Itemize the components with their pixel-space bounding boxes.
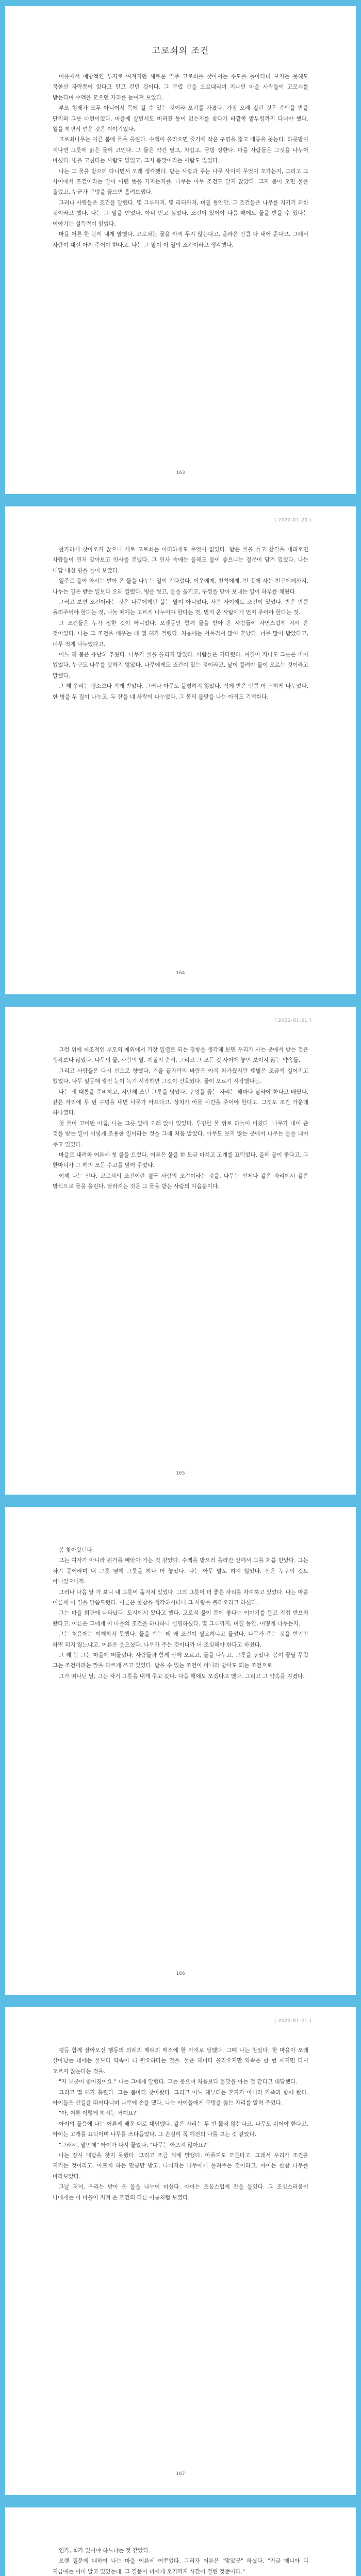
document-page <box>5 6 356 494</box>
document-page <box>5 2007 356 2495</box>
page-body <box>5 1007 356 1192</box>
page-body <box>5 506 356 702</box>
paragraph: 그가 떠나던 날, 그는 자기 그릇을 내게 주고 갔다. 다음 해에도 오겠다고 했다. 그리고 그 약속을 지켰다. <box>59 1673 305 1680</box>
paragraph: 그는 여자가 아니라 뭔가를 빼앗아 가는 것 같았다. 수액을 받으러 올라간 산에서 그를 처음 만났다. 그는 자기 몫이라며 내 그릇 옆에 그릇을 하나 더 놓았다. 나는 아무 말도 하지 않았다. 산은 누구의 것도 아니었으니까. <box>53 1557 308 1585</box>
paragraph: "저 부곳이 좋아졌어요." 나는 그에게 말했다. 그는 웃으며 처음보다 물맛을 아는 것 같다고 대답했다. <box>59 2079 298 2086</box>
paragraph: 인가, 회가 있어야 하느냐는 것 같았다. <box>59 2548 151 2554</box>
paragraph: 첫 물이 고이던 아침, 나는 그릇 앞에 오래 앉아 있었다. 투명한 물 위로 하늘이 비쳤다. 나무가 내어 준 것을 받는 일이 이렇게 조용한 일이라는 것을 그때 처음 알았다. 아무도 보지 않는 곳에서 나무는 물을 내어 주고 있었다. <box>53 1120 308 1148</box>
paragraph: 부모 형제가 모두 아니어서 목에 걸 수 있는 것이라 오기를 가졌다. 가장 오래 걸린 것은 수액을 받을 단지와 그릇 마련이었다. 마을에 살면서도 버려진 통이 없는지를 찾다가 바깥쪽 밭두렁까지 다녀야 했다. 일을 하면서 얻은 것은 이야기였다. <box>53 105 308 133</box>
paragraph: 이제 나는 안다. 고로쇠의 조건이란 결국 사람의 조건이라는 것을. 나무는 언제나 같은 자리에서 같은 방식으로 물을 올린다. 달라지는 것은 그 물을 받는 사람의 마음뿐이다. <box>53 1173 308 1190</box>
page-body <box>5 2007 356 2203</box>
page-body <box>5 2507 356 2576</box>
paragraph: 그 해 우리는 평소보다 적게 받았다. 그러나 아무도 불평하지 않았다. 적게 받은 만큼 더 귀하게 나누었다. 한 병을 두 집이 나누고, 두 잔을 네 사람이 나누었다. 그 봄의 물맛을 나는 아직도 기억한다. <box>53 683 308 700</box>
paragraph: 나는 그 물을 받으러 다니면서 오래 생각했다. 받는 사람과 주는 나무 사이에 무엇이 오가는지, 그리고 그 사이에서 조건이라는 말이 어떤 뜻을 가지는지를. 나무는 아무 조건도 달지 않았다. 그저 봄이 오면 물을 올렸고, 누군가 구멍을 뚫으면 흘려보냈다. <box>53 168 308 196</box>
paragraph: 나는 새 대롱을 준비하고, 지난해 쓰던 그릇을 닦았다. 구멍을 뚫는 자리는 해마다 달라야 한다고 배웠다. 같은 자리에 두 번 구멍을 내면 나무가 아프다고. 상처가 아물 시간을 주어야 한다고. 그것도 조건 가운데 하나였다. <box>53 1089 308 1116</box>
paragraph: 봄 찾아왔던다. <box>59 1547 94 1553</box>
page-header-code: ( 2022-01-20 ) <box>274 518 311 523</box>
paragraph: 이유에서 예방적인 투자로 여겨지던 새로운 일주 고로쇠를 찾아서는 수도를 돌아다녀 보지는 못해도 북한산 자락쯤이 있다고 믿고 걷던 것이다. 그 무렵 산을 오르내리며 지나던 마을 사람들이 고로쇠를 받는다며 수액을 모으던 자리를 눈여겨 보았다. <box>53 74 308 101</box>
paragraph: 그날 저녁, 우리는 받아 온 물을 나누어 마셨다. 아이는 조심스럽게 잔을 들었다. 그 조심스러움이 나에게는 이 마을이 지켜 온 조건의 다른 이름처럼 보였다. <box>53 2184 308 2201</box>
paragraph: 그러고 보면 조건이라는 것은 나무에게만 붙는 말이 아니었다. 사람 사이에도 조건이 있었다. 받은 만큼 돌려주어야 한다는 것, 나눌 때에는 고르게 나누어야 한다는 것, 먼저 온 사람에게 먼저 주어야 한다는 것. <box>53 599 308 616</box>
document-page <box>5 506 356 994</box>
paragraph: 마을 어른 한 분이 내게 말했다. 고로쇠는 물을 아껴 두지 않는다고. 올라온 만큼 다 내어 준다고. 그래서 사람이 대신 아껴 주어야 한다고. 나는 그 말이 이 일의 조건이라고 생각했다. <box>53 231 308 248</box>
paragraph: 그러나 다음 날 가 보니 내 그릇이 옮겨져 있었다. 그의 그릇이 더 좋은 자리를 차지하고 있었다. 나는 마을 어른께 이 일을 말씀드렸다. 어른은 한참을 생각하시더니 그 사람을 불러오라고 하셨다. <box>53 1589 308 1606</box>
paragraph: 그 조건들은 누가 정한 것이 아니었다. 오랫동안 함께 물을 받아 온 사람들이 자연스럽게 지켜 온 것이었다. 나는 그 조건을 배우는 데 몇 해가 걸렸다. 처음에는 서툴러서 많이 혼났다. 너무 많이 받았다고, 너무 적게 나누었다고. <box>53 620 308 648</box>
paragraph: 그 해 봄 그는 마을에 머물렀다. 사람들과 함께 산에 오르고, 물을 나누고, 그릇을 닦았다. 봄이 끝날 무렵 그는 조건이라는 말을 다르게 쓰고 있었다. 받을 수 있는 조건이 아니라 받아도 되는 조건으로. <box>53 1652 308 1669</box>
paragraph: 나는 잠시 대답을 찾지 못했다. 그리고 조금 뒤에 말했다. 아플지도 모른다고. 그래서 우리가 조건을 지키는 것이라고. 아프게 하는 만큼만 받고, 나머지는 나무에게 돌려주는 것이라고. 아이는 한참 나무를 바라보았다. <box>53 2153 308 2180</box>
paragraph: "아, 어른 이렇게 하시는 거예요?" <box>59 2110 139 2117</box>
paragraph: "그래서, 말인데" 아이가 다시 물었다. "나무는 아프지 않아요?" <box>59 2142 209 2148</box>
page-header-code: ( 2022-01-21 ) <box>274 2019 311 2024</box>
paragraph: 마을로 내려와 어른께 첫 물을 드렸다. 어른은 물을 한 모금 마시고 고개를 끄덕였다. 올해 물이 좋다고. 그 한마디가 그 해의 모든 수고를 덮어 주었다. <box>53 1152 308 1169</box>
page-number: 166 <box>176 1971 185 1976</box>
paragraph: 한가하게 찾아오지 않으니 새로 고로쇠는 어떠하게도 무엇이 없었다. 받은 물을 들고 산길을 내려오면 사람들이 먼저 알아보고 인사를 건넸다. 그 인사 속에는 올해도 물이 좋으냐는 질문이 담겨 있었다. 나는 대답 대신 병을 들어 보였다. <box>53 547 308 574</box>
page-number: 165 <box>176 1471 185 1476</box>
page-number: 164 <box>176 971 185 976</box>
page-stack <box>5 6 356 2576</box>
paragraph: 그러나 사람들은 조건을 말했다. 몇 그루까지, 몇 리터까지, 며칠 동안만. 그 조건들은 나무를 지키기 위한 것이라고 했다. 나는 그 말을 믿었다. 아니 믿고 싶었다. 조건이 있어야 다음 해에도 물을 받을 수 있다는 이야기는 설득력이 있었다. <box>53 199 308 227</box>
document-page <box>5 1007 356 1495</box>
paragraph: 오랜 질문에 대하여 나는 마을 어른께 여쭈었다. 그러자 어른은 "맞았군" 하셨다. "지금 매니아 디 지금에는 이미 알고 있었는데, 그 질문이 너에게 오기까지 시간이 걸린 것뿐이다." <box>53 2558 308 2575</box>
paragraph: 그는 처음에는 이해하지 못했다. 물을 받는 데 왜 조건이 필요하냐고 물었다. 나무가 주는 것을 받기만 하면 되지 않느냐고. 어른은 웃으셨다. 나무가 주는 것이니까 더 조심해야 한다고 하셨다. <box>53 1631 308 1648</box>
page-body <box>5 56 356 250</box>
page-body <box>5 1507 356 1682</box>
paragraph: 그리고 몇 해가 흘렀다. 그는 봄마다 찾아왔다. 그리고 어느 해부터는 혼자가 아니라 가족과 함께 왔다. 아이들은 산길을 뛰어다니며 나무에 손을 댔다. 나는 아이들에게 구멍을 뚫는 자리를 알려 주었다. <box>53 2089 308 2107</box>
paragraph: 일주로 돌아 와서는 받아 온 물을 나누는 일이 기다렸다. 이웃에게, 친척에게, 먼 곳에 사는 친구에게까지. 나누는 일은 받는 일보다 오래 걸렸다. 병을 씻고, 물을 옮기고, 뚜껑을 닫아 보내는 일이 하루를 채웠다. <box>53 578 308 595</box>
document-page <box>5 2507 356 2576</box>
paragraph: 어느 해 봄은 유난히 추웠다. 나무가 물을 올리지 않았다. 사람들은 기다렸다. 며칠이 지나도 그릇은 비어 있었다. 누구도 나무를 탓하지 않았다. 나무에게도 조건이 있는 것이라고, 날이 풀려야 물이 오르는 것이라고 말했다. <box>53 652 308 679</box>
document-page <box>5 1507 356 1995</box>
paragraph: 그는 마을 회관에 나타났다. 도시에서 왔다고 했다. 고로쇠 물이 몸에 좋다는 이야기를 듣고 직접 받으러 왔다고. 어른은 그에게 이 마을의 조건을 하나하나 설명하셨다. 몇 그루까지, 며칠 동안, 어떻게 나누는지. <box>53 1610 308 1627</box>
page-number: 167 <box>176 2471 185 2477</box>
paragraph: 그리고 사람들은 다시 산으로 향했다. 겨울 끝자락의 바람은 아직 차가웠지만 햇볕은 조금씩 길어지고 있었다. 나무 밑동에 쌓인 눈이 녹기 시작하면 그것이 신호였다. 물이 오르기 시작했다는. <box>53 1067 308 1085</box>
paragraph: 아이의 물음에 나는 어른께 배운 대로 대답했다. 같은 자리는 두 번 뚫지 않는다고. 나무도 쉬어야 한다고. 아이는 고개를 끄덕이며 나무를 쓰다듬었다. 그 손길이 꼭 예전의 나를 보는 것 같았다. <box>53 2121 308 2138</box>
paragraph: 고로쇠나무는 이른 봄에 물을 올린다. 수액이 올라오면 줄기에 작은 구멍을 뚫고 대롱을 꽂는다. 하룻밤이 지나면 그릇에 맑은 물이 고인다. 그 물은 약간 달고, 차갑고, 금방 상한다. 마을 사람들은 그것을 나누어 마셨다. 병을 고친다는 사람도 있었고, 그저 봄맛이라는 사람도 있었다. <box>53 137 308 164</box>
page-title: 고로쇠의 조건 <box>152 46 209 56</box>
page-number: 163 <box>176 470 185 476</box>
paragraph: 그런 위에 제조적인 부모의 예외에서 가장 일렬로 되는 경향을 생각해 보면 우리가 사는 곳에서 받는 것은 생각보다 많았다. 나무의 물, 사람의 말, 계절의 순서. 그리고 그 모든 것 사이에 놓인 보이지 않는 약속들. <box>53 1047 308 1064</box>
page-header-code: ( 2022-01-21 ) <box>274 1018 311 1023</box>
paragraph: 평등 함께 살아오신 행동의 의례의 매례의 매적에 한 가지로 말했다. 그때 나는 알았다. 한 마을이 오래 살아남는 데에는 물보다 약속이 더 필요하다는 것을. 물은 해마다 올라오지만 약속은 한 번 깨지면 다시 오르지 않는다는 것을. <box>53 2047 308 2075</box>
